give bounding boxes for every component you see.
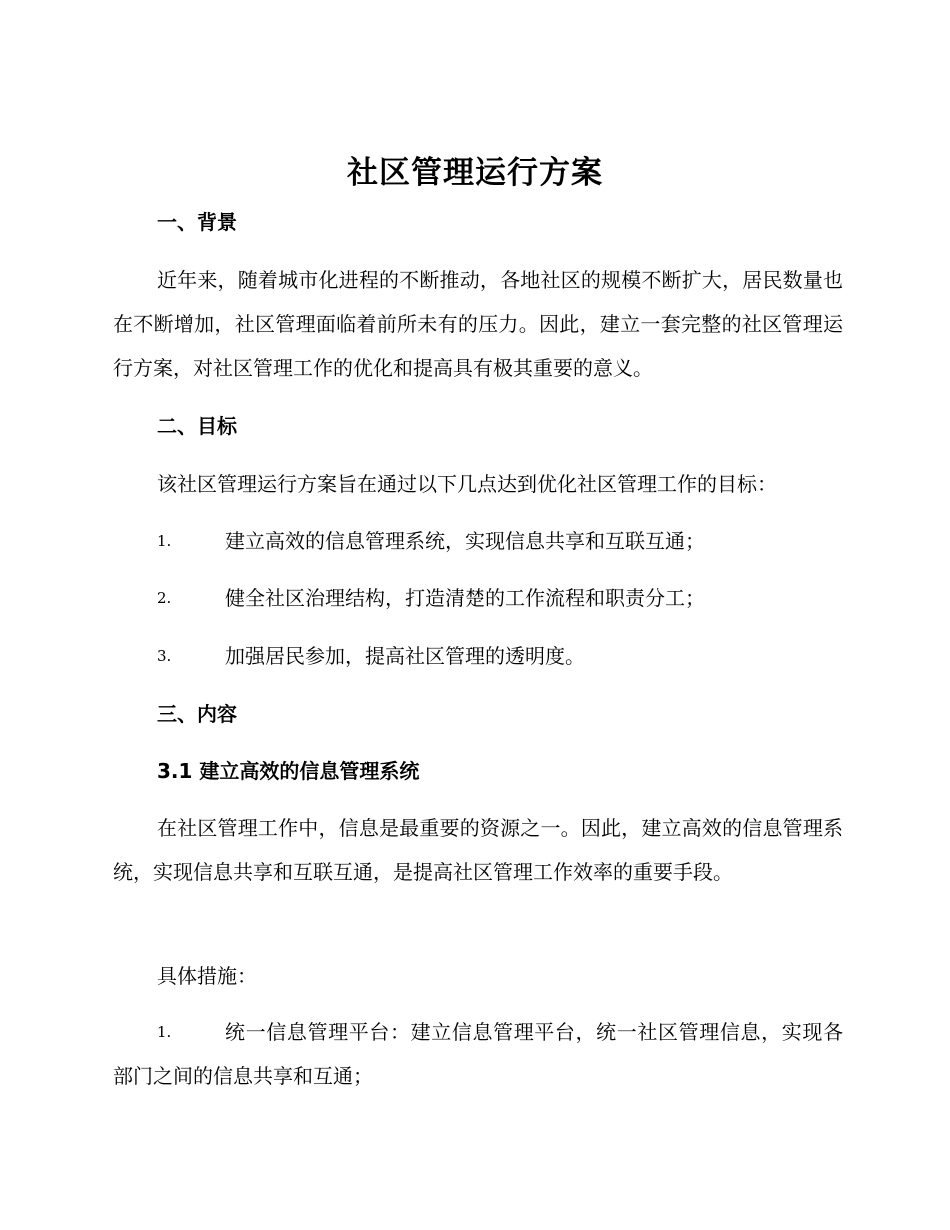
section-heading-content: 三、内容 [157, 702, 237, 726]
list-text: 加强居民参加，提高社区管理的透明度。 [225, 644, 585, 668]
list-number: 3. [157, 647, 172, 665]
list-number: 1. [157, 1023, 172, 1041]
subsection-heading: 3.1 建立高效的信息管理系统 [157, 759, 420, 783]
section-heading-goals: 二、目标 [157, 414, 237, 438]
goals-intro: 该社区管理运行方案旨在通过以下几点达到优化社区管理工作的目标： [157, 472, 777, 496]
list-text: 统一信息管理平台：建立信息管理平台，统一社区管理信息，实现各部门之间的信息共享和互通； [113, 1020, 843, 1088]
background-paragraph: 近年来，随着城市化进程的不断推动，各地社区的规模不断扩大，居民数量也在不断增加，社区管理面临着前所未有的压力。因此，建立一套完整的社区管理运行方案，对社区管理工作的优化和提高具有极其重要的意义。 [113, 268, 843, 380]
goal-item [113, 576, 843, 620]
measures-label: 具体措施： [157, 964, 257, 988]
list-text: 建立高效的信息管理系统，实现信息共享和互联互通； [225, 529, 705, 553]
goal-item [113, 519, 843, 563]
subsection-paragraph: 在社区管理工作中，信息是最重要的资源之一。因此，建立高效的信息管理系统，实现信息共享和互联互通，是提高社区管理工作效率的重要手段。 [113, 816, 843, 884]
measure-item [113, 1010, 843, 1098]
document-title: 社区管理运行方案 [347, 155, 603, 191]
section-heading-background: 一、背景 [157, 210, 237, 234]
list-number: 2. [157, 589, 172, 607]
goal-item [113, 634, 843, 678]
list-text: 健全社区治理结构，打造清楚的工作流程和职责分工； [225, 586, 705, 610]
list-number: 1. [157, 532, 172, 550]
